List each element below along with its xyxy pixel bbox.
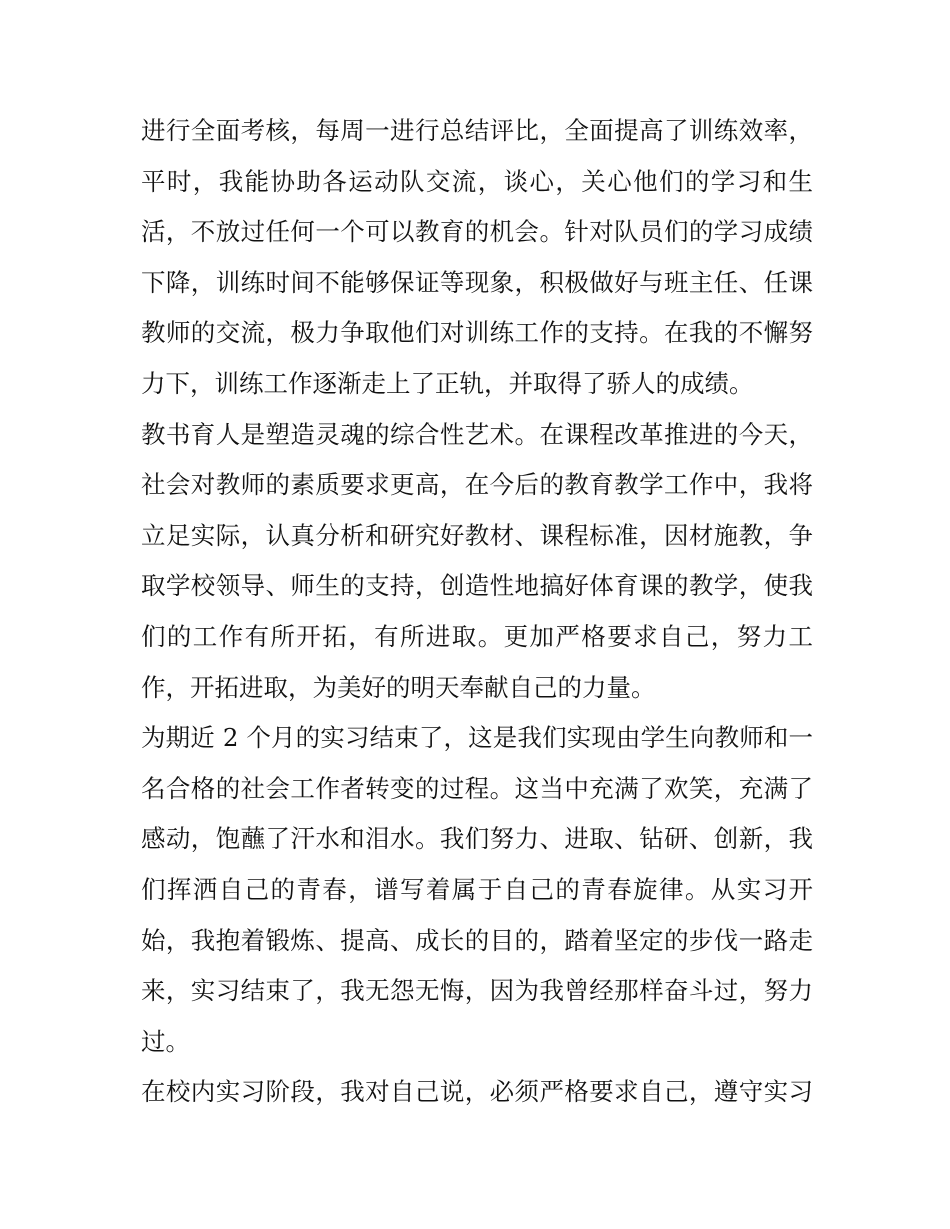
- text-line: 下降，训练时间不能够保证等现象，积极做好与班主任、任课: [141, 267, 813, 297]
- paragraph-teaching: [141, 410, 813, 714]
- text-line: 教师的交流，极力争取他们对训练工作的支持。在我的不懈努: [141, 318, 813, 348]
- text-line: 取学校领导、师生的支持，创造性地搞好体育课的教学，使我: [141, 571, 813, 601]
- text-line: 力下，训练工作逐渐走上了正轨，并取得了骄人的成绩。: [141, 368, 754, 398]
- text-line: 作，开拓进取，为美好的明天奉献自己的力量。: [141, 672, 656, 702]
- text-line: 始，我抱着锻炼、提高、成长的目的，踏着坚定的步伐一路走: [141, 925, 813, 955]
- text-line: 名合格的社会工作者转变的过程。这当中充满了欢笑，充满了: [141, 773, 813, 803]
- text-line: 平时，我能协助各运动队交流，谈心，关心他们的学习和生: [141, 166, 813, 196]
- text-line: 活，不放过任何一个可以教育的机会。针对队员们的学习成绩: [141, 217, 813, 247]
- text-line: 社会对教师的素质要求更高，在今后的教育教学工作中，我将: [141, 470, 813, 500]
- paragraph-campus-internship: [141, 1067, 813, 1118]
- paragraph-training: [141, 106, 813, 410]
- text-line: 教书育人是塑造灵魂的综合性艺术。在课程改革推进的今天，: [141, 419, 813, 449]
- text-line: 来，实习结束了，我无怨无悔，因为我曾经那样奋斗过，努力: [141, 976, 813, 1006]
- text-line: 进行全面考核，每周一进行总结评比，全面提高了训练效率，: [141, 116, 813, 145]
- document-body: [141, 106, 813, 1118]
- text-line: 们的工作有所开拓，有所进取。更加严格要求自己，努力工: [141, 621, 813, 651]
- text-line: 立足实际，认真分析和研究好教材、课程标准，因材施教，争: [141, 520, 813, 550]
- text-line: 过。: [141, 1026, 190, 1056]
- paragraph-internship-summary: [141, 713, 813, 1067]
- text-line: 感动，饱蘸了汗水和泪水。我们努力、进取、钻研、创新，我: [141, 824, 813, 854]
- text-line: 在校内实习阶段，我对自己说，必须严格要求自己，遵守实习: [141, 1077, 813, 1107]
- text-line: 为期近 2 个月的实习结束了，这是我们实现由学生向教师和一: [141, 723, 813, 753]
- text-line: 们挥洒自己的青春，谱写着属于自己的青春旋律。从实习开: [141, 874, 813, 904]
